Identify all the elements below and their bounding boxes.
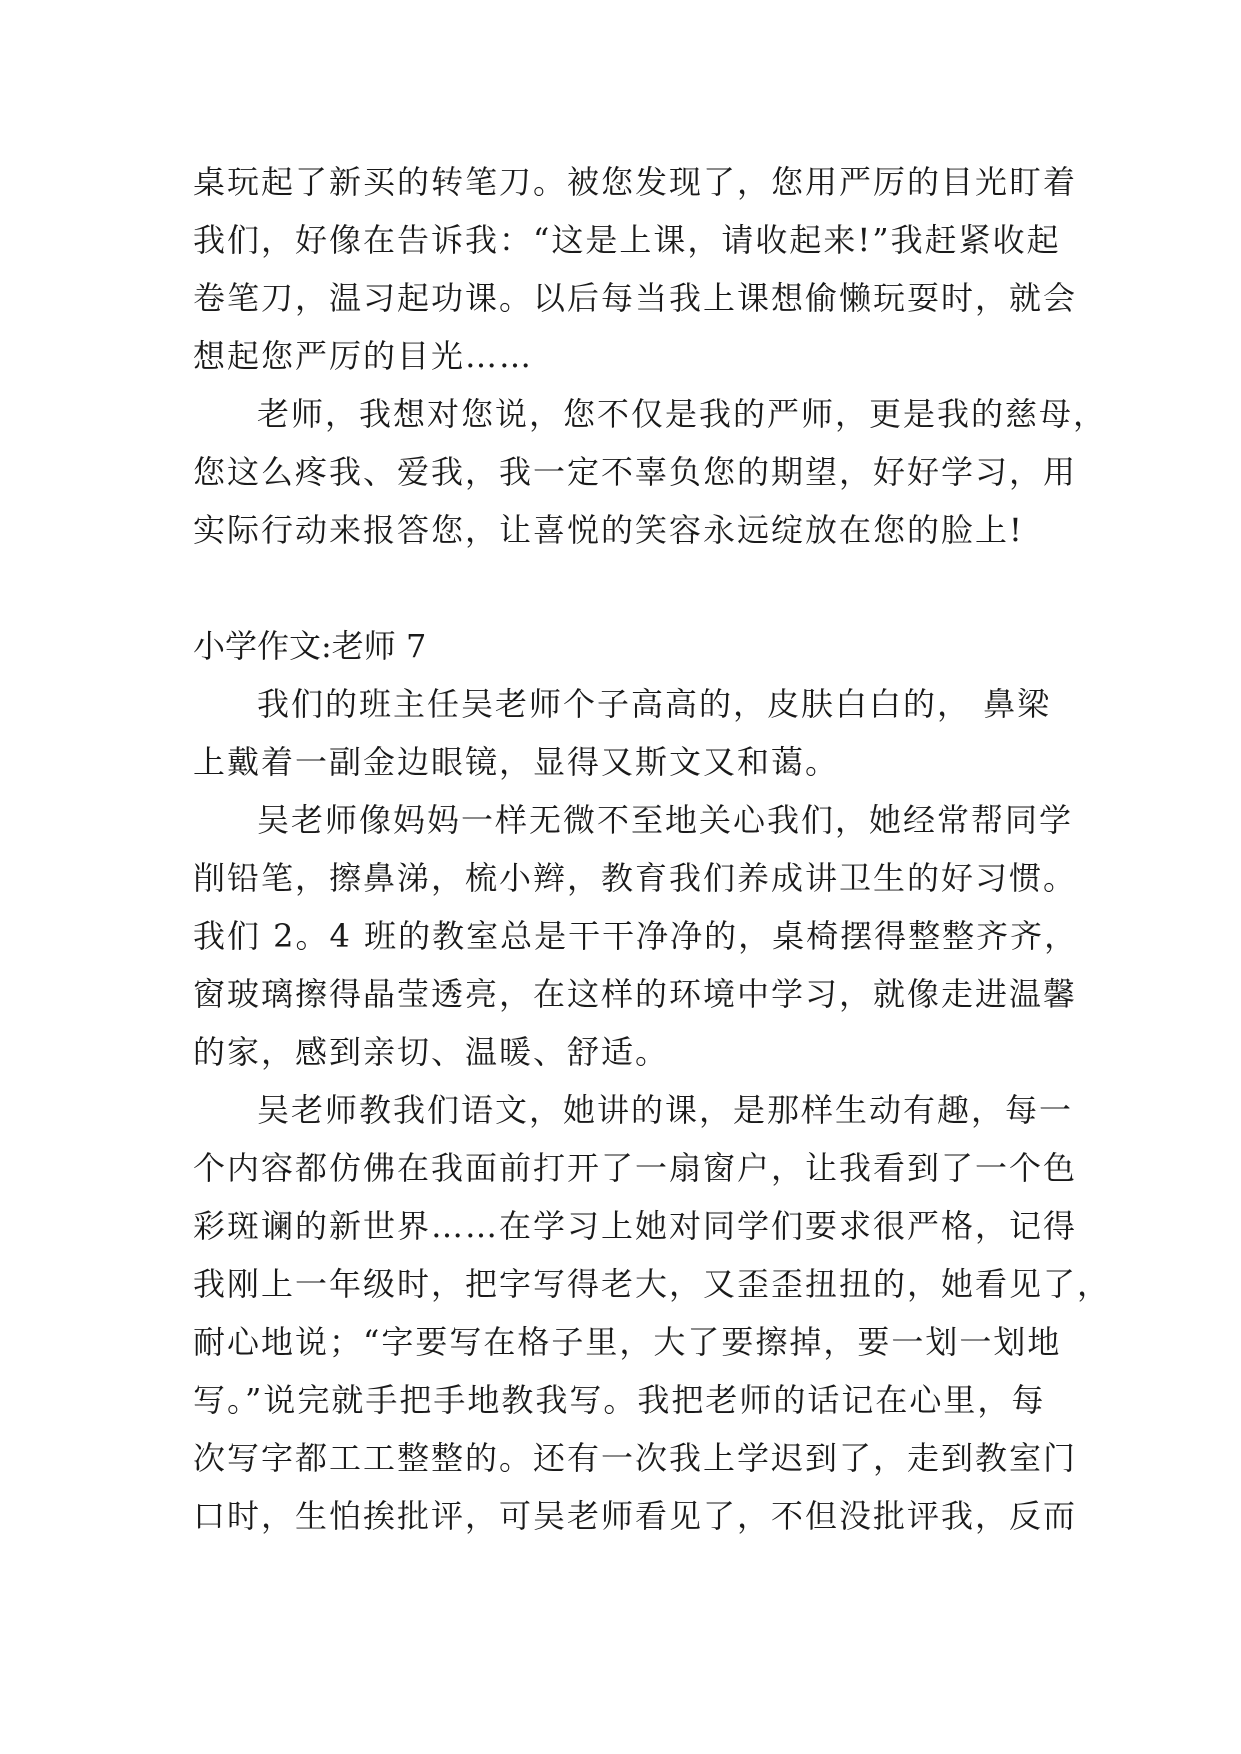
text-line: 我们的班主任吴老师个子高高的，皮肤白白的， 鼻梁 (257, 685, 1052, 723)
text-line: 卷笔刀，温习起功课。以后每当我上课想偷懒玩耍时，就会 (193, 279, 1078, 317)
text-line: 次写字都工工整整的。还有一次我上学迟到了，走到教室门 (193, 1439, 1078, 1477)
text-line: 我们 2。4 班的教室总是干干净净的，桌椅摆得整整齐齐， (193, 917, 1079, 955)
text-line: 耐心地说；“字要写在格子里，大了要擦掉，要一划一划地 (193, 1323, 1062, 1361)
text-line: 桌玩起了新买的转笔刀。被您发现了，您用严厉的目光盯着 (193, 163, 1078, 201)
text-line: 实际行动来报答您，让喜悦的笑容永远绽放在您的脸上! (193, 511, 1024, 549)
text-line: 写。”说完就手把手地教我写。我把老师的话记在心里，每 (193, 1381, 1046, 1419)
text-line: 吴老师教我们语文，她讲的课，是那样生动有趣，每一 (257, 1091, 1074, 1129)
text-line: 个内容都仿佛在我面前打开了一扇窗户，让我看到了一个色 (193, 1149, 1078, 1187)
text-line: 吴老师像妈妈一样无微不至地关心我们，她经常帮同学 (257, 801, 1074, 839)
text-line: 口时，生怕挨批评，可吴老师看见了，不但没批评我，反而 (193, 1497, 1078, 1535)
text-line: 削铅笔，擦鼻涕，梳小辫，教育我们养成讲卫生的好习惯。 (193, 859, 1078, 897)
text-line: 窗玻璃擦得晶莹透亮，在这样的环境中学习，就像走进温馨 (193, 975, 1078, 1013)
text-line: 我刚上一年级时，把字写得老大，又歪歪扭扭的，她看见了， (193, 1265, 1112, 1303)
text-line: 我们，好像在告诉我：“这是上课，请收起来!”我赶紧收起 (193, 221, 1061, 259)
section-title: 小学作文:老师 7 (193, 627, 427, 665)
text-line: 想起您严厉的目光…… (193, 337, 534, 375)
text-line: 上戴着一副金边眼镜，显得又斯文又和蔼。 (193, 743, 840, 781)
text-line: 彩斑谰的新世界……在学习上她对同学们要求很严格，记得 (193, 1207, 1078, 1245)
text-line: 您这么疼我、爱我，我一定不辜负您的期望，好好学习，用 (193, 453, 1078, 491)
text-line: 老师，我想对您说，您不仅是我的严师，更是我的慈母， (257, 395, 1108, 433)
text-line: 的家，感到亲切、温暖、舒适。 (193, 1033, 670, 1071)
